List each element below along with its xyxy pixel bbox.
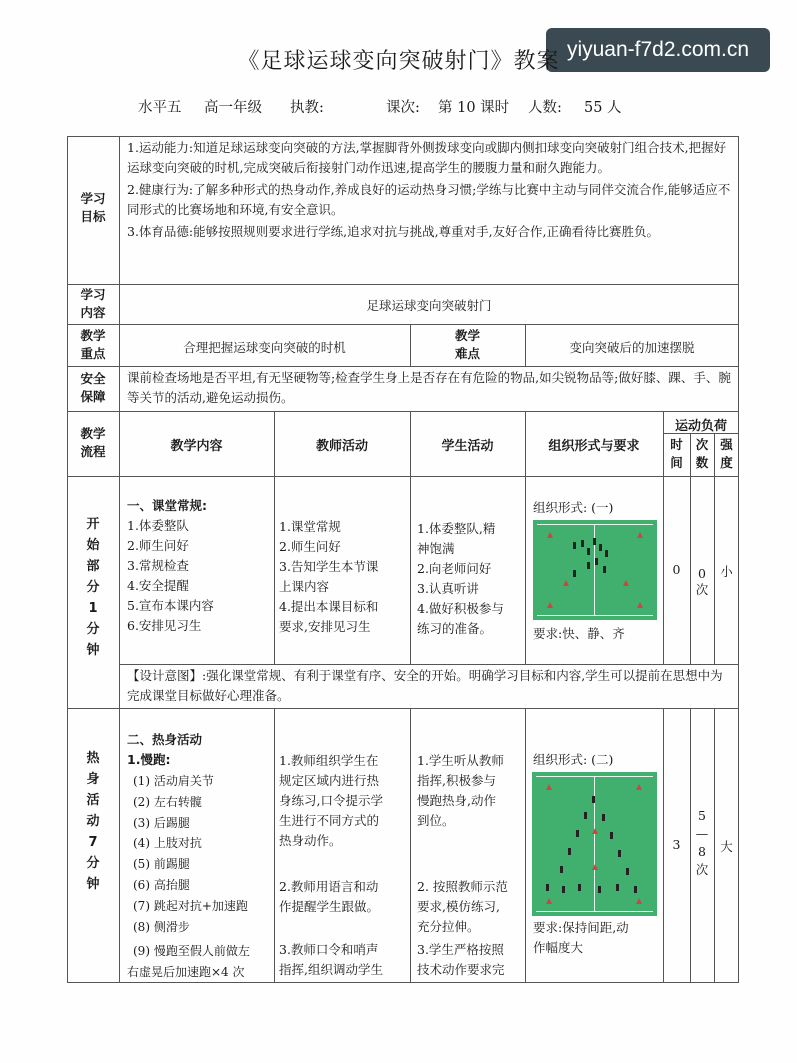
safety-value: 课前检查场地是否平坦,有无坚硬物等;检查学生身上是否存在有危险的物品,如尖锐物品等;做好膝、踝、手、腕等关节的活动,避免运动损伤。: [127, 370, 731, 405]
part2-label: 热 身 活 动 7 分 钟: [86, 751, 100, 892]
part2-teacher-c: 3.教师口令和哨声 指挥,组织调动学生: [279, 942, 383, 977]
part2-org-title: 组织形式: (二): [533, 752, 614, 767]
formation-diagram-1: [533, 520, 657, 620]
focus-label: 教学 重点: [80, 328, 106, 361]
people-value: 55 人: [584, 100, 622, 116]
header-org: 组织形式与要求: [548, 439, 640, 454]
formation-diagram-2: [532, 772, 657, 916]
part1-org-title: 组织形式: (一): [533, 500, 614, 515]
header-time: 时 间: [670, 437, 683, 470]
lesson-label: 课次:: [386, 100, 420, 116]
part1-heading: 一、课堂常规:: [127, 498, 207, 513]
part1-org-req: 要求:快、静、齐: [533, 626, 625, 641]
part1-student: 1.体委整队,精 神饱满 2.向老师问好 3.认真听讲 4.做好积极参与 练习的准备。: [417, 521, 504, 636]
part1-intensity: 小: [720, 564, 733, 579]
level: 水平五: [138, 100, 182, 116]
goals-text: [127, 138, 733, 242]
people-label: 人数:: [528, 100, 562, 116]
header-load: 运动负荷: [674, 419, 727, 434]
lesson-plan-table: [67, 136, 739, 982]
watermark: yiyuan-f7d2.com.cn: [546, 28, 770, 72]
part2-teacher-a: 1.教师组织学生在 规定区域内进行热 身练习,口令提示学 生进行不同方式的 热身动作。: [279, 753, 383, 848]
part2-teacher-b: 2.教师用语言和动 作提醒学生跟做。: [279, 879, 380, 914]
part2-count: 5 — 8 次: [695, 808, 709, 877]
teacher-label: 执教:: [290, 100, 324, 116]
part2-student-a: 1.学生听从教师 指挥,积极参与 慢跑热身,动作 到位。: [417, 753, 504, 828]
part2-sub: 1.慢跑:: [127, 752, 171, 767]
goal-item: 1.运动能力:知道足球运球变向突破的方法,掌握脚背外侧拨球变向或脚内侧扣球变向突破射门组合技术,把握好运球变向突破的时机,完成突破后衔接射门动作迅速,提高学生的腰腹力量和耐久跑能力。: [127, 140, 727, 175]
part1-content: 1.体委整队 2.师生问好 3.常规检查 4.安全提醒 5.宣布本课内容 6.安排见习生: [127, 518, 214, 633]
goal-item: 3.体育品德:能够按照规则要求进行学练,追求对抗与挑战,尊重对手,友好合作,正确看待比赛胜负。: [127, 224, 660, 239]
lesson-value: 第 10 课时: [438, 100, 510, 116]
safety-label: 安全 保障: [80, 371, 106, 404]
part1-design: 【设计意图】:强化课堂常规、有利于课堂有序、安全的开始。明确学习目标和内容,学生可以提前在思想中为完成课堂目标做好心理准备。: [127, 668, 723, 703]
page-title: 《足球运球变向突破射门》教案: [237, 49, 560, 74]
focus-value: 合理把握运球变向突破的时机: [183, 340, 346, 355]
part1-label: 开 始 部 分 1 分 钟: [86, 517, 100, 658]
content-value: 足球运球变向突破射门: [366, 298, 492, 313]
header-teacher: 教师活动: [315, 439, 368, 454]
part2-student-c: 3.学生严格按照 技术动作要求完: [417, 942, 505, 977]
part1-time: 0: [672, 562, 681, 577]
part2-time: 3: [672, 837, 681, 852]
goals-label: 学习 目标: [80, 191, 106, 224]
header-content: 教学内容: [170, 439, 223, 454]
header-intensity: 强 度: [720, 437, 733, 470]
difficulty-label: 教学 难点: [454, 328, 480, 361]
part1-teacher: 1.课堂常规 2.师生问好 3.告知学生本节课 上课内容 4.提出本课目标和 要求,安排见习生: [279, 519, 379, 634]
part2-student-b: 2. 按照教师示范 要求,模仿练习, 充分拉伸。: [417, 879, 508, 934]
flow-label: 教学 流程: [80, 426, 106, 459]
grade: 高一年级: [204, 100, 262, 116]
header-student: 学生活动: [441, 439, 494, 454]
goal-item: 2.健康行为:了解多种形式的热身动作,养成良好的运动热身习惯;学练与比赛中主动与同伴交流合作,能够适应不同形式的比赛场地和环境,有安全意识。: [127, 182, 731, 217]
part2-org-req: 要求:保持间距,动 作幅度大: [533, 920, 629, 955]
part2-heading: 二、热身活动: [127, 732, 203, 747]
difficulty-value: 变向突破后的加速摆脱: [569, 340, 695, 355]
content-label: 学习 内容: [80, 287, 106, 320]
part2-content: (1) 活动肩关节 (2) 左右转髋 (3) 后踢腿 (4) 上肢对抗 (5) 前踢腿 (6) 高抬腿 (7) 跳起对抗+加速跑 (8) 侧滑步 (9) 慢跑至假人前做左 右虚晃后加速跑×4 次: [127, 774, 250, 980]
part2-intensity: 大: [720, 839, 733, 854]
part1-count: 0 次: [695, 566, 709, 597]
header-count: 次 数: [695, 437, 709, 470]
